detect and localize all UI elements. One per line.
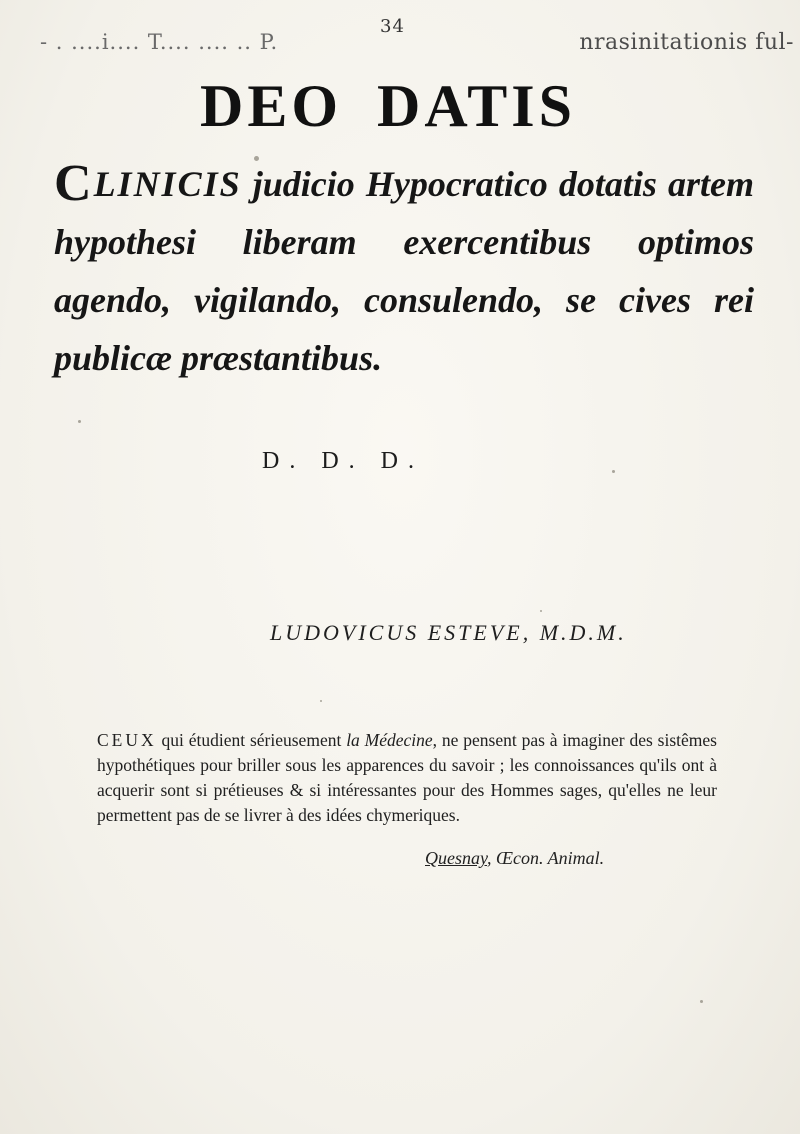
page-number: 34	[380, 16, 405, 37]
citation-author: Quesnay	[425, 848, 487, 868]
paper-speck	[612, 470, 615, 473]
author-name: LUDOVICUS ESTEVE, M.D.M.	[270, 620, 627, 645]
quote-citation	[425, 848, 604, 869]
intro-lead-word: LINICIS	[93, 164, 242, 204]
bleed-left: - . ....i.... T.... .... .. P.	[40, 30, 279, 54]
intro-body: judicio Hypocratico dotatis artem hypothesi liberam exercentibus optimos agendo, vigilando, consulendo, se cives rei publicæ præstantibus.	[54, 164, 755, 378]
dedication-initials: D. D. D.	[262, 448, 424, 474]
dedication-title	[200, 72, 680, 141]
drop-cap: C	[54, 155, 92, 212]
quote-part2: , ne pensent pas à imaginer des sistêmes hypothétiques pour briller sous les apparences du savoir ; les connoissances qu'ils ont à acquerir sont si prétieuses & si intéressantes pour des Hommes sages, qu'elles ne leur permettent pas de se livrer à des idées chymeriques.	[97, 730, 717, 825]
title-word-deo: DEO	[200, 73, 343, 139]
paper-speck	[540, 610, 542, 612]
paper-speck	[320, 700, 322, 702]
paper-speck	[78, 420, 81, 423]
bleed-right: nrasinitationis ful-	[579, 30, 794, 55]
quote-lead: CEUX	[97, 730, 157, 750]
epigraph-quote	[97, 728, 717, 828]
quote-italic: la Médecine	[346, 730, 433, 750]
quote-part1: qui étudient sérieusement	[156, 730, 347, 750]
dedication-text	[54, 155, 754, 387]
paper-speck	[254, 156, 259, 161]
citation-source: , Œcon. Animal.	[487, 848, 605, 868]
paper-speck	[700, 1000, 703, 1003]
title-word-datis: DATIS	[377, 73, 576, 139]
bleed-through-text	[40, 16, 800, 55]
